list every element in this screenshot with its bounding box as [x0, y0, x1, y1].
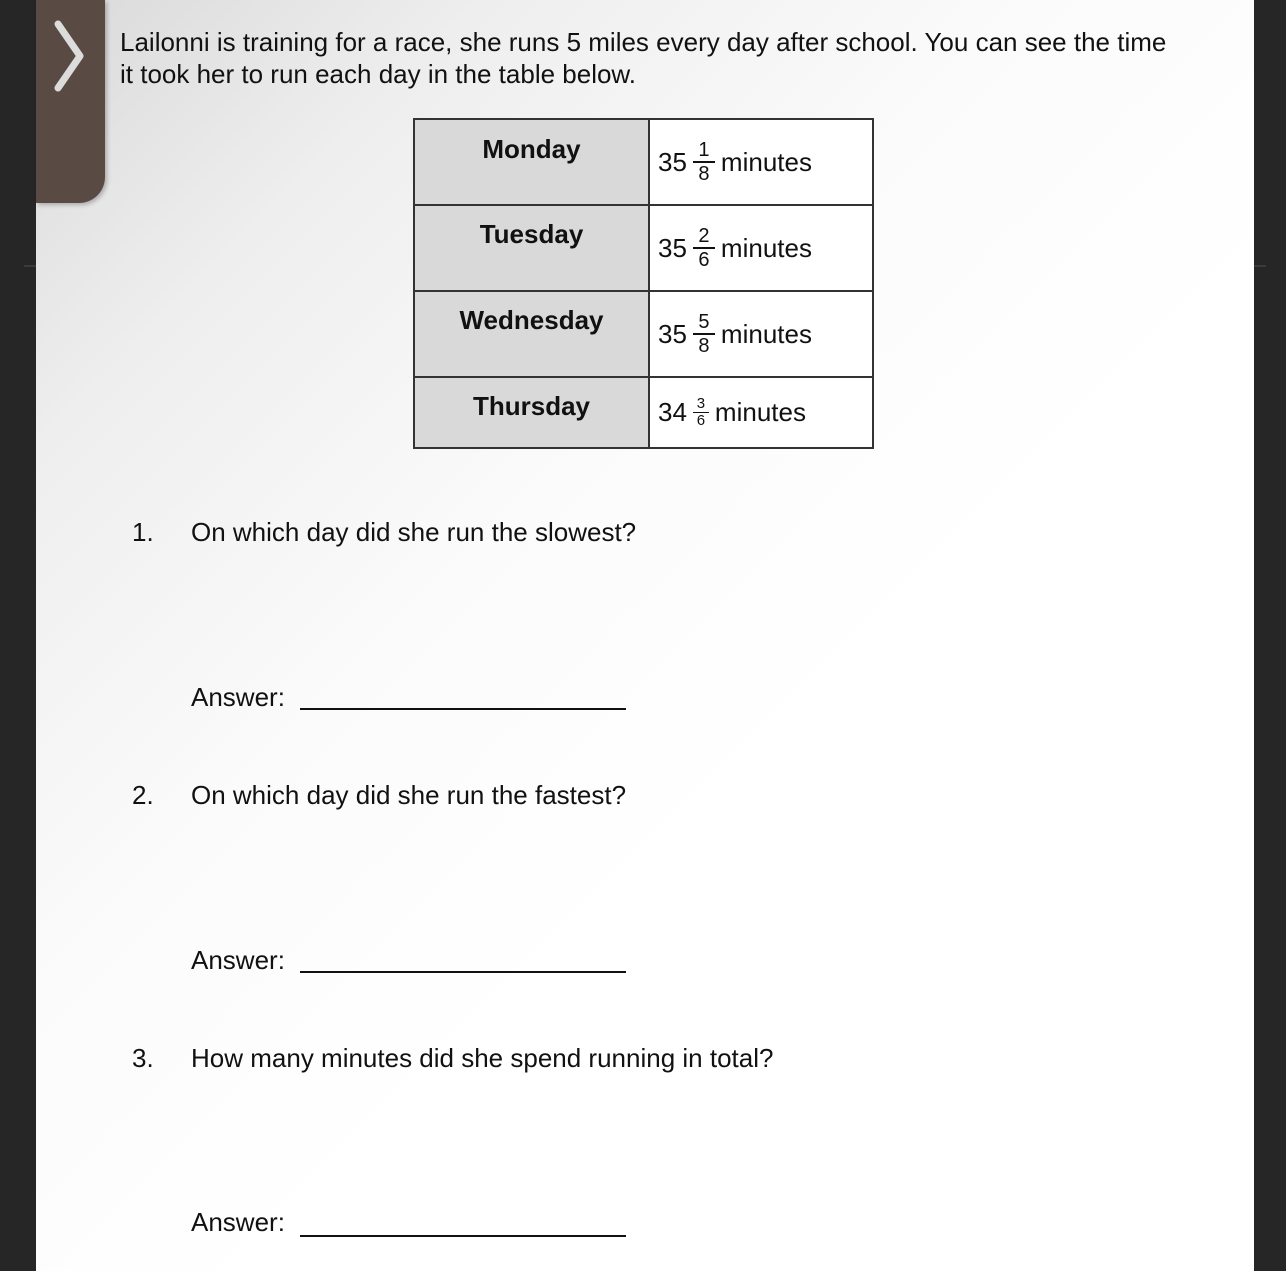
unit-label: minutes — [720, 232, 812, 263]
fraction — [693, 225, 715, 271]
chevron-right-icon — [44, 16, 94, 96]
left-background-strip — [0, 0, 36, 1271]
table-row — [414, 119, 873, 205]
run-times-table — [413, 118, 874, 449]
fraction — [693, 139, 715, 185]
question-text: How many minutes did she spend running in total? — [191, 1043, 774, 1073]
table-row — [414, 377, 873, 448]
whole-number: 35 — [658, 146, 687, 177]
day-label: Monday — [482, 134, 581, 164]
day-cell — [414, 291, 649, 377]
day-cell — [414, 119, 649, 205]
question-number: 1. — [132, 517, 154, 547]
time-cell — [649, 377, 873, 448]
answer-label: Answer: — [191, 682, 285, 712]
left-strip-divider — [24, 265, 36, 267]
back-button[interactable] — [36, 0, 105, 203]
whole-number: 35 — [658, 232, 687, 263]
mixed-number — [650, 225, 872, 271]
question-number: 3. — [132, 1043, 154, 1073]
answer-field-2[interactable] — [300, 971, 626, 973]
numerator: 5 — [698, 311, 710, 334]
day-cell — [414, 377, 649, 448]
day-label: Thursday — [472, 391, 591, 421]
unit-label: minutes — [720, 146, 812, 177]
denominator: 8 — [698, 162, 710, 185]
time-cell — [649, 205, 873, 291]
question-text: On which day did she run the slowest? — [191, 517, 637, 547]
right-strip-divider — [1254, 265, 1266, 267]
denominator: 6 — [696, 412, 706, 430]
answer-field-1[interactable] — [300, 708, 626, 710]
answer-label: Answer: — [191, 945, 285, 975]
day-label: Wednesday — [459, 305, 604, 335]
table-row — [414, 205, 873, 291]
numerator: 1 — [698, 139, 710, 162]
fraction — [693, 396, 709, 430]
question-number: 2. — [132, 780, 154, 810]
intro-text: Lailonni is training for a race, she runs 5 miles every day after school. You can see the time it took her to run each day in the table below. — [120, 27, 1167, 89]
fraction — [693, 311, 715, 357]
day-cell — [414, 205, 649, 291]
numerator: 2 — [698, 225, 710, 248]
day-label: Tuesday — [479, 219, 584, 249]
time-cell — [649, 119, 873, 205]
right-background-strip — [1254, 0, 1286, 1271]
numerator: 3 — [696, 394, 706, 412]
mixed-number — [650, 396, 872, 430]
time-cell — [649, 291, 873, 377]
mixed-number — [650, 139, 872, 185]
question-text: On which day did she run the fastest? — [191, 780, 627, 810]
mixed-number — [650, 311, 872, 357]
denominator: 8 — [698, 334, 710, 357]
whole-number: 35 — [658, 318, 687, 349]
table-row — [414, 291, 873, 377]
answer-label: Answer: — [191, 1207, 285, 1237]
denominator: 6 — [698, 248, 710, 271]
unit-label: minutes — [714, 397, 806, 427]
unit-label: minutes — [720, 318, 812, 349]
answer-field-3[interactable] — [300, 1235, 626, 1237]
whole-number: 34 — [658, 397, 687, 427]
